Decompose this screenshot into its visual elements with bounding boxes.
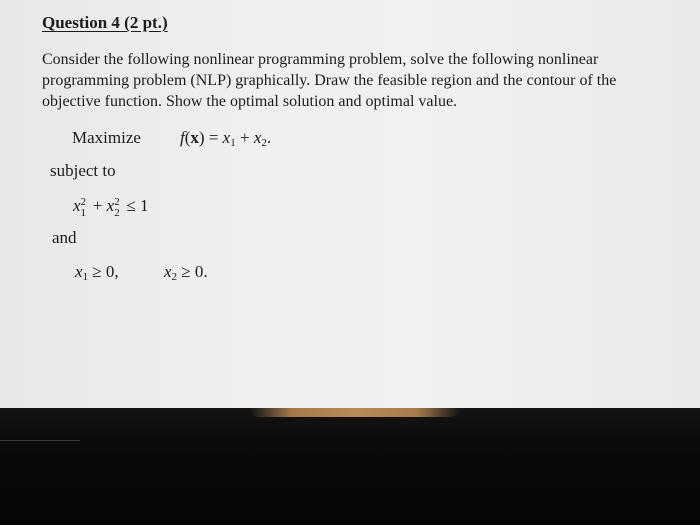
constraint-sub1: 1 bbox=[80, 207, 87, 219]
constraint-var1: x bbox=[73, 196, 81, 215]
objective-arg: x bbox=[190, 128, 199, 147]
constraint-plus: + bbox=[88, 196, 107, 215]
constraint-sub2: 2 bbox=[114, 207, 120, 219]
question-paragraph bbox=[42, 49, 682, 112]
bezel-edge-line bbox=[0, 440, 80, 441]
objective-var2: x bbox=[253, 128, 262, 147]
monitor-bezel bbox=[0, 408, 700, 525]
objective-var1: x bbox=[222, 128, 231, 147]
and-label: and bbox=[52, 228, 77, 247]
objective-equals: = bbox=[204, 128, 223, 147]
paragraph-line: programming problem (NLP) graphically. Draw the feasible region and the contour of the bbox=[42, 72, 617, 89]
circle-constraint bbox=[73, 196, 149, 219]
constraint-supsub2 bbox=[114, 196, 122, 219]
subject-to-label: subject to bbox=[50, 161, 116, 180]
constraint-sup2: 2 bbox=[114, 196, 120, 208]
constraint-sup1: 2 bbox=[80, 196, 87, 208]
objective-paren-close: ) bbox=[198, 128, 205, 147]
objective-function bbox=[180, 128, 271, 149]
objective-sub2: 2 bbox=[261, 137, 267, 149]
objective-period: . bbox=[266, 128, 272, 147]
objective-plus: + bbox=[235, 128, 254, 147]
bezel-reflection bbox=[250, 408, 460, 417]
nonneg-sub: 1 bbox=[82, 271, 89, 283]
maximize-label: Maximize bbox=[72, 128, 141, 147]
nonneg-relation: ≥ 0. bbox=[177, 262, 208, 281]
constraint-relation: ≤ 1 bbox=[122, 196, 149, 215]
nonnegativity-x1 bbox=[75, 262, 119, 283]
constraint-supsub1 bbox=[80, 196, 89, 219]
objective-sub1: 1 bbox=[230, 137, 236, 149]
nonneg-var: x bbox=[164, 262, 172, 281]
constraint-var2: x bbox=[106, 196, 115, 215]
nonnegativity-x2 bbox=[164, 262, 208, 283]
question-title: Question 4 (2 pt.) bbox=[42, 13, 168, 32]
nonneg-sub: 2 bbox=[171, 271, 178, 283]
paragraph-line: Consider the following nonlinear programming problem, solve the following nonlinear bbox=[42, 51, 599, 68]
nonneg-var: x bbox=[75, 262, 83, 281]
nonneg-relation: ≥ 0, bbox=[88, 262, 119, 281]
objective-paren-open: ( bbox=[184, 128, 191, 147]
paragraph-line: objective function. Show the optimal solution and optimal value. bbox=[42, 93, 458, 110]
objective-func-symbol: f bbox=[180, 128, 185, 147]
